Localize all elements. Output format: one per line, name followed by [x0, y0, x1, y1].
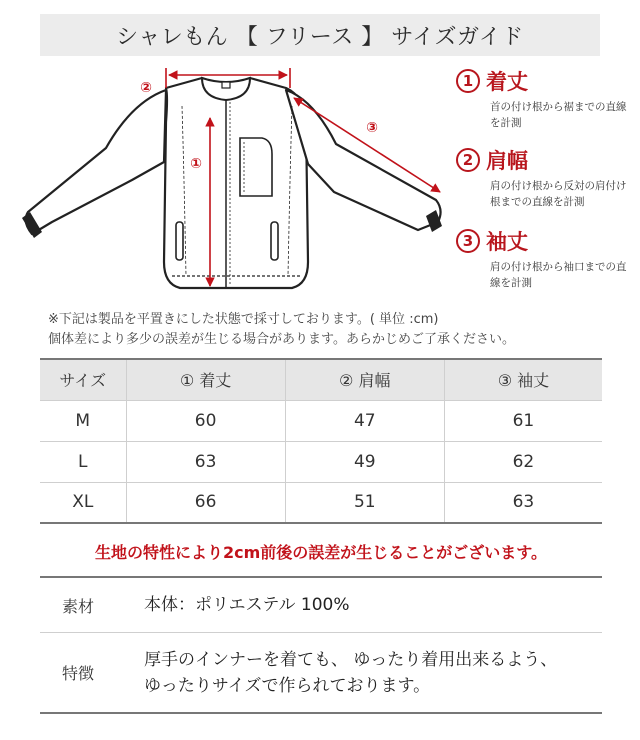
- length-cell: 60: [126, 400, 285, 441]
- legend-title-2: 肩幅: [486, 149, 528, 173]
- feature-value: [116, 647, 602, 699]
- legend-number-2: 2: [456, 148, 480, 172]
- right-pocket: [271, 222, 278, 260]
- shoulder-label: ②: [140, 80, 152, 96]
- shoulder-cell: 47: [285, 400, 444, 441]
- size-table: [40, 358, 602, 524]
- sleeve-cell: 62: [444, 441, 602, 482]
- tolerance-warning: 生地の特性により2cm前後の誤差が生じることがございます。: [94, 543, 547, 562]
- header-length: ① 着丈: [126, 359, 285, 400]
- header-sleeve: ③ 袖丈: [444, 359, 602, 400]
- material-value: 本体：ポリエステル 100%: [144, 595, 350, 615]
- table-header-row: [40, 359, 602, 400]
- chest-pocket: [240, 138, 272, 196]
- left-pocket: [176, 222, 183, 260]
- legend-length: [456, 66, 636, 131]
- product-info: [40, 576, 602, 714]
- shoulder-cell: 51: [285, 482, 444, 523]
- legend-sleeve: [456, 226, 636, 291]
- legend-desc-2: 肩の付け根から反対の肩付け根までの直線を計測: [490, 180, 627, 208]
- legend-shoulder: [456, 145, 636, 210]
- table-row: [40, 482, 602, 523]
- table-row: [40, 400, 602, 441]
- size-cell: L: [40, 441, 126, 482]
- legend-title-1: 着丈: [486, 70, 528, 94]
- jacket-diagram: [14, 62, 444, 302]
- shoulder-cell: 49: [285, 441, 444, 482]
- legend-number-1: 1: [456, 69, 480, 93]
- sleeve-cell: 61: [444, 400, 602, 441]
- table-row: [40, 441, 602, 482]
- collar-tag: [222, 82, 230, 88]
- material-row: [40, 578, 602, 632]
- header-size: サイズ: [40, 359, 126, 400]
- feature-label: 特徴: [61, 664, 94, 683]
- length-cell: 63: [126, 441, 285, 482]
- sleeve-cell: 63: [444, 482, 602, 523]
- legend-title-3: 袖丈: [486, 230, 528, 254]
- feature-line-1: 厚手のインナーを着ても、 ゆったり着用出来るよう、: [144, 649, 558, 670]
- legend-desc-3: 肩の付け根から袖口までの直線を計測: [490, 261, 627, 289]
- length-cell: 66: [126, 482, 285, 523]
- jacket-outline: [26, 78, 441, 288]
- feature-line-2: ゆったりサイズで作られております。: [144, 675, 431, 696]
- material-label: 素材: [61, 596, 94, 616]
- sleeve-label: ③: [366, 120, 378, 136]
- length-label: ①: [190, 156, 202, 172]
- measurement-note-2: 個体差により多少の誤差が生じる場合があります。あらかじめご了承ください。: [48, 332, 515, 347]
- size-cell: XL: [40, 482, 126, 523]
- measurement-note-1: ※下記は製品を平置きにした状態で採寸しております。( 単位 :cm): [48, 312, 439, 327]
- feature-row: [40, 632, 602, 712]
- legend-number-3: 3: [456, 229, 480, 253]
- header-shoulder: ② 肩幅: [285, 359, 444, 400]
- legend-desc-1: 首の付け根から裾までの直線を計測: [490, 101, 627, 129]
- page-title: シャレもん 【 フリース 】 サイズガイド: [40, 14, 600, 56]
- size-cell: M: [40, 400, 126, 441]
